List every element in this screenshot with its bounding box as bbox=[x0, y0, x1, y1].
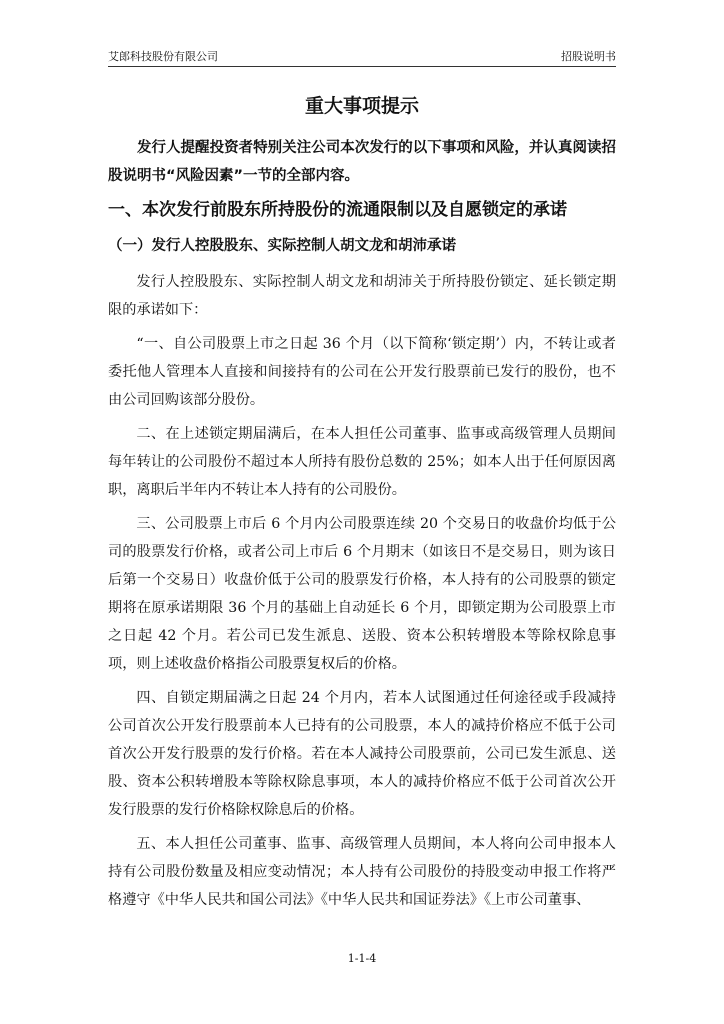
intro-notice: 发行人提醒投资者特别关注公司本次发行的以下事项和风险，并认真阅读招股说明书“风险因素”一节的全部内容。 bbox=[108, 140, 616, 184]
page-content bbox=[108, 92, 616, 920]
paragraph-item-1: “一、自公司股票上市之日起 36 个月（以下简称‘锁定期’）内，不转让或者委托他人管理本人直接和间接持有的公司在公开发行股票前已发行的股份，也不由公司回购该部分股份。 bbox=[108, 336, 616, 408]
header-company-name: 艾郎科技股份有限公司 bbox=[108, 50, 218, 63]
paragraph-lead: 发行人控股股东、实际控制人胡文龙和胡沛关于所持股份锁定、延长锁定期限的承诺如下： bbox=[108, 274, 616, 318]
paragraph-item-4: 四、自锁定期届满之日起 24 个月内，若本人试图通过任何途径或手段减持公司首次公开发行股票前本人已持有的公司股票，本人的减持价格应不低于公司首次公开发行股票的发行价格。若在本人减持公司股票前，公司已发生派息、送股、资本公积转增股本等除权除息事项，本人的减持价格应不低于公司首次公开发行股票的发行价格除权除息后的价格。 bbox=[108, 690, 616, 818]
subsection-heading: （一）发行人控股股东、实际控制人胡文龙和胡沛承诺 bbox=[108, 238, 456, 254]
section-heading: 一、本次发行前股东所持股份的流通限制以及自愿锁定的承诺 bbox=[108, 200, 567, 220]
page-number: 1-1-4 bbox=[347, 952, 377, 965]
paragraph-item-3: 三、公司股票上市后 6 个月内公司股票连续 20 个交易日的收盘价均低于公司的股票发行价格，或者公司上市后 6 个月期末（如该日不是交易日，则为该日后第一个交易日）收盘价低于公司的股票发行价格，本人持有的公司股票的锁定期将在原承诺期限 36 个月的基础上自动延长 6 个月，即锁定期为公司股票上市之日起 42 个月。若公司已发生派息、送股、资本公积转增股本等除权除息事项，则上述收盘价格指公司股票复权后的价格。 bbox=[108, 516, 616, 672]
paragraph-item-2: 二、在上述锁定期届满后，在本人担任公司董事、监事或高级管理人员期间每年转让的公司股份不超过本人所持有股份总数的 25%；如本人出于任何原因离职，离职后半年内不转让本人持有的公司股份。 bbox=[108, 426, 616, 498]
paragraph-item-5: 五、本人担任公司董事、监事、高级管理人员期间，本人将向公司申报本人持有公司股份数量及相应变动情况；本人持有公司股份的持股变动申报工作将严格遵守《中华人民共和国公司法》《中华人民共和国证券法》《上市公司董事、 bbox=[108, 836, 616, 908]
header-document-type: 招股说明书 bbox=[561, 50, 616, 63]
page-header bbox=[108, 50, 616, 67]
page-title: 重大事项提示 bbox=[304, 95, 419, 117]
